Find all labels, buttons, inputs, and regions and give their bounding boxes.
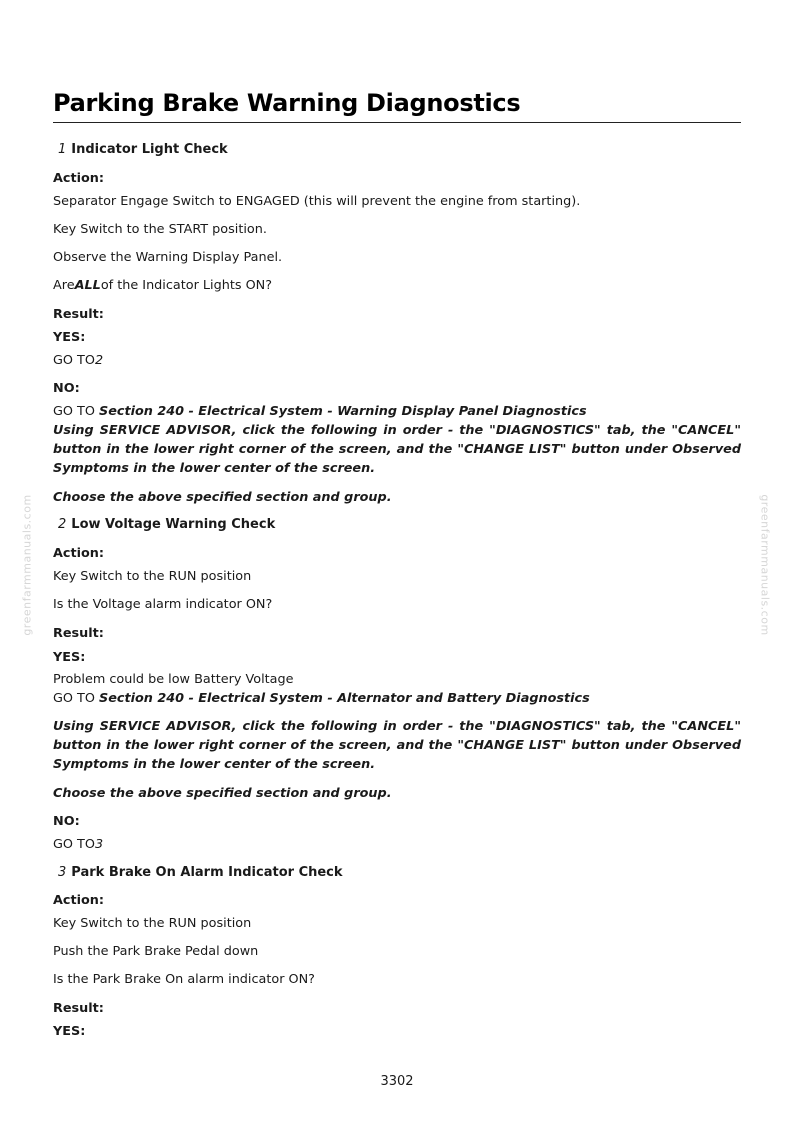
step-2-no-label: NO: (53, 814, 80, 829)
step-2-result-label: Result: (53, 626, 104, 641)
title-divider (53, 122, 741, 123)
page-number: 3302 (380, 1074, 414, 1089)
step-1-yes-goto[interactable] (53, 351, 741, 370)
step-1-service-advisor-instruction: Using SERVICE ADVISOR, click the following in order - the "DIAGNOSTICS" tab, the "CANCEL" button in the lower right corner of the screen, and the "CHANGE LIST" button under Observed Symptoms in the lower center of the screen. (53, 423, 741, 476)
step-3-yes-label: YES: (53, 1024, 86, 1039)
step-1-action-line: Separator Engage Switch to ENGAGED (this will prevent the engine from starting). (53, 194, 581, 209)
step-1-no-goto[interactable] (53, 402, 741, 421)
step-1-number: 1 (58, 142, 67, 157)
step-1-action-label: Action: (53, 171, 105, 186)
document-page (53, 0, 741, 1124)
step-1-question (53, 276, 741, 295)
step-1-action-line: Observe the Warning Display Panel. (53, 250, 283, 265)
question-prefix: Are (53, 278, 75, 293)
step-3-action-line: Key Switch to the RUN position (53, 916, 252, 931)
watermark-left: greenfarmmanuals.com (20, 494, 34, 636)
step-3-heading (58, 863, 343, 882)
question-suffix: of the Indicator Lights ON? (100, 278, 273, 293)
step-2-heading (58, 515, 275, 534)
step-1-yes-label: YES: (53, 330, 86, 345)
step-1-choose-note: Choose the above specified section and group. (53, 490, 392, 505)
step-3-question: Is the Park Brake On alarm indicator ON? (53, 972, 315, 987)
step-2-action-label: Action: (53, 546, 105, 561)
goto-text: GO TO (53, 837, 95, 852)
goto-step-link[interactable]: 3 (94, 837, 104, 852)
goto-step-link[interactable]: 2 (94, 353, 104, 368)
goto-text: GO TO (53, 691, 100, 706)
step-1-result-label: Result: (53, 307, 104, 322)
section-link[interactable]: Section 240 - Electrical System - Alternator and Battery Diagnostics (99, 691, 590, 706)
step-2-service-advisor-instruction: Using SERVICE ADVISOR, click the following in order - the "DIAGNOSTICS" tab, the "CANCEL" button in the lower right corner of the screen, and the "CHANGE LIST" button under Observed Symptoms in the lower center of the screen. (53, 719, 741, 772)
step-2-title: Low Voltage Warning Check (71, 517, 276, 532)
goto-text: GO TO (53, 404, 100, 419)
step-2-number: 2 (58, 517, 67, 532)
step-2-no-goto[interactable] (53, 835, 741, 854)
question-emphasis: ALL (74, 278, 101, 293)
step-3-title: Park Brake On Alarm Indicator Check (71, 865, 343, 880)
step-1-no-label: NO: (53, 381, 80, 396)
step-3-action-line: Push the Park Brake Pedal down (53, 944, 259, 959)
page-title: Parking Brake Warning Diagnostics (53, 89, 521, 117)
step-1-action-line: Key Switch to the START position. (53, 222, 267, 237)
step-2-choose-note: Choose the above specified section and group. (53, 786, 392, 801)
step-1-title: Indicator Light Check (71, 142, 228, 157)
step-2-yes-goto[interactable] (53, 689, 741, 708)
watermark-right: greenfarmmanuals.com (758, 494, 772, 636)
step-1-heading (58, 140, 228, 159)
step-3-result-label: Result: (53, 1001, 104, 1016)
step-3-number: 3 (58, 865, 67, 880)
step-2-yes-label: YES: (53, 650, 86, 665)
step-2-question: Is the Voltage alarm indicator ON? (53, 597, 273, 612)
section-link[interactable]: Section 240 - Electrical System - Warning Display Panel Diagnostics (99, 404, 587, 419)
step-3-action-label: Action: (53, 893, 105, 908)
step-2-action-line: Key Switch to the RUN position (53, 569, 252, 584)
goto-text: GO TO (53, 353, 95, 368)
step-2-yes-text: Problem could be low Battery Voltage (53, 672, 294, 687)
